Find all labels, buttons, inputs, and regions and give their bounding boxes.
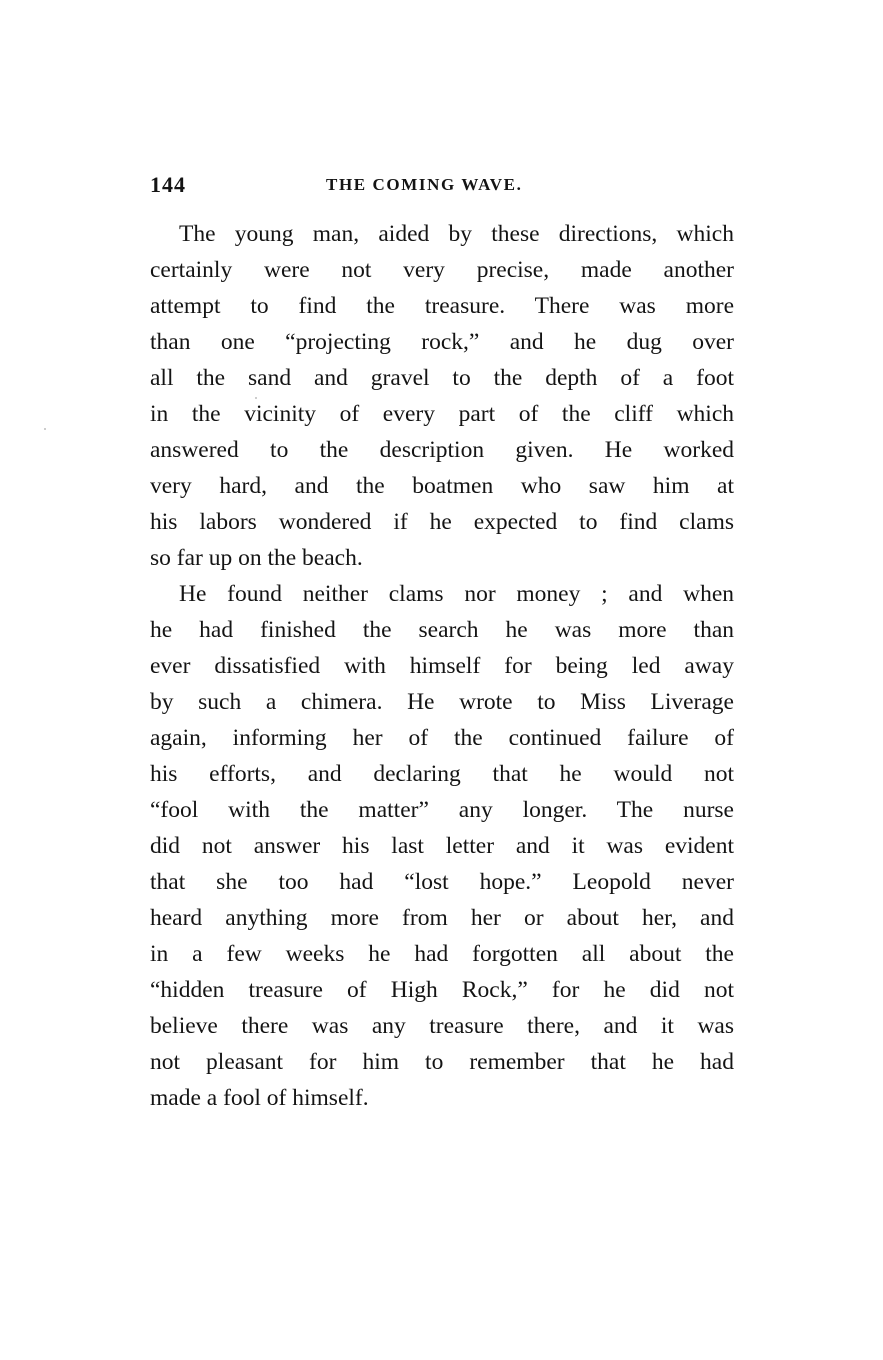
paper-speck — [44, 428, 46, 430]
text-line: in the vicinity of every part of the cliff which — [150, 401, 734, 427]
text-line: by such a chimera. He wrote to Miss Liverage — [150, 689, 734, 715]
running-head — [150, 172, 734, 198]
text-line: heard anything more from her or about her, and — [150, 905, 734, 931]
text-line: ever dissatisfied with himself for being led away — [150, 653, 734, 679]
paragraph-2 — [150, 576, 734, 1116]
text-line: his labors wondered if he expected to find clams — [150, 509, 734, 535]
paragraph-1 — [150, 216, 734, 576]
text-line: in a few weeks he had forgotten all about the — [150, 941, 734, 967]
paper-speck — [255, 397, 257, 399]
text-line: certainly were not very precise, made another — [150, 257, 734, 283]
text-line: that she too had “lost hope.” Leopold never — [150, 869, 734, 895]
text-line: very hard, and the boatmen who saw him at — [150, 473, 734, 499]
text-line: “hidden treasure of High Rock,” for he did not — [150, 977, 734, 1003]
text-line: his efforts, and declaring that he would not — [150, 761, 734, 787]
running-title: THE COMING WAVE. — [326, 175, 523, 194]
text-line: answered to the description given. He worked — [150, 437, 734, 463]
text-line: again, informing her of the continued failure of — [150, 725, 734, 751]
text-line: believe there was any treasure there, and it was — [150, 1013, 734, 1039]
text-line: He found neither clams nor money ; and when — [179, 581, 734, 607]
text-line: attempt to find the treasure. There was more — [150, 293, 734, 319]
body-text — [150, 216, 734, 1116]
text-line: The young man, aided by these directions, which — [179, 221, 734, 247]
text-line: “fool with the matter” any longer. The nurse — [150, 797, 734, 823]
text-line: not pleasant for him to remember that he had — [150, 1049, 734, 1075]
text-line: made a fool of himself. — [150, 1085, 369, 1111]
text-line: he had finished the search he was more than — [150, 617, 734, 643]
text-line: than one “projecting rock,” and he dug over — [150, 329, 734, 355]
page-number: 144 — [150, 172, 186, 197]
text-line: so far up on the beach. — [150, 545, 363, 571]
text-line: did not answer his last letter and it was evident — [150, 833, 734, 859]
text-line: all the sand and gravel to the depth of a foot — [150, 365, 734, 391]
